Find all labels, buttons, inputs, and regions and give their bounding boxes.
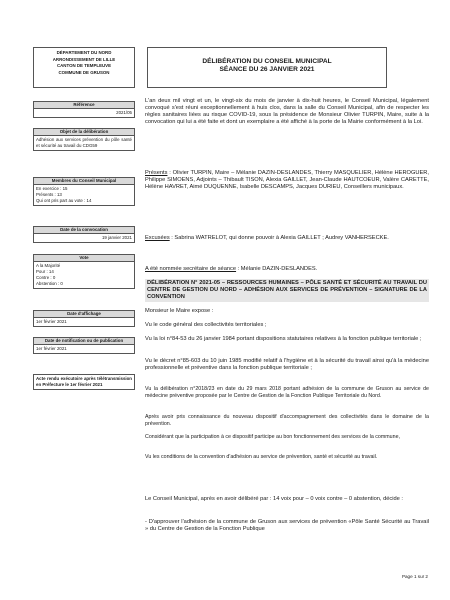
membres-title: Membres du Conseil Municipal	[34, 178, 134, 185]
deliberation-title-text: DÉLIBÉRATION N° 2021-05 – RESSOURCES HUMAINES – PÔLE SANTÉ ET SÉCURITÉ AU TRAVAIL DU CENTRE DE GESTION DU NORD – ADHÉSION AUX SERVICES DE PRÉVENTION – SIGNATURE DE LA CONVENTION	[147, 280, 427, 301]
convocation-title: Date de la convocation	[34, 227, 134, 234]
administrative-header	[33, 47, 135, 88]
executoire-box	[33, 374, 135, 390]
commune-line: COMMUNE DE GRUSON	[58, 69, 110, 75]
presents-paragraph	[145, 170, 429, 191]
convocation-box	[33, 226, 135, 243]
conseil-decision	[145, 496, 429, 503]
vu-loi-text: Vu la loi n°84-53 du 26 janvier 1984 portant dispositions statutaires relatives à la fonction publique territoriale ;	[145, 336, 422, 342]
convocation-value: 19 janvier 2021	[101, 235, 132, 240]
intro-text: L'an deux mil vingt et un, le vingt-six du mois de janvier à dix-huit heures, le Conseil Municipal, légalement convoqué s'est réuni exceptionnellement à huis clos, dans la salle du Conseil Municipal, afin de respecter les règles sanitaires liées au risque COVID-19, sous la présidence de Monsieur Olivier TURPIN, Maire, suite à la convocation qui lui a été faite et dont un exemplaire a été affiché à la porte de la Mairie conformément à la Loi.	[145, 98, 429, 126]
approuver-paragraph	[145, 519, 429, 533]
vu-loi	[145, 336, 429, 343]
objet-box	[33, 128, 135, 151]
excuses-label: Excusées	[145, 235, 170, 241]
membres-box	[33, 177, 135, 206]
objet-value: Adhésion aux services prévention du pôle santé et sécurité au travail du CDG59	[36, 137, 132, 148]
considerant-paragraph	[145, 434, 429, 441]
vote-majorite: A la Majorité	[36, 263, 61, 268]
vote-title: Vote	[34, 255, 134, 262]
vu-cgct	[145, 322, 429, 329]
reference-box	[33, 101, 135, 118]
apres-paragraph	[145, 414, 429, 428]
en-exercice: En exercice : 15	[36, 186, 68, 191]
expose-text: Monsieur le Maire expose :	[145, 308, 214, 314]
vote-contre: Contre : 0	[36, 275, 56, 280]
expose-paragraph	[145, 308, 429, 315]
vu-deliberation-text: Vu la délibération n°2018/23 en date du 29 mars 2018 portant adhésion de la commune de Gruson au service de médecine préventive proposée par le Centre de Gestion de la Fonction Publique Territoriale du Nord.	[145, 386, 429, 399]
presents-label: Présents	[145, 170, 168, 176]
notification-box	[33, 337, 135, 354]
notification-value: 1er février 2021	[36, 346, 67, 351]
presents-count: Présents : 13	[36, 192, 62, 197]
arrondissement-line: ARRONDISSEMENT DE LILLE	[52, 56, 116, 62]
page-number: Page 1 sur 2	[401, 574, 428, 579]
vu-decret-text: Vu le décret n°85-603 du 10 juin 1985 modifié relatif à l'hygiène et à la sécurité du travail ainsi qu'à la médecine professionnelle et préventive dans la fonction publique territoriale ;	[145, 358, 429, 372]
title-line-1: DÉLIBÉRATION DU CONSEIL MUNICIPAL	[202, 58, 332, 65]
vu-decret	[145, 358, 429, 372]
affichage-value: 1er février 2021	[36, 319, 67, 324]
secretaire-text: : Mélanie DAZIN-DESLANDES.	[236, 266, 318, 272]
title-line-2: SÉANCE DU 26 JANVIER 2021	[219, 66, 315, 73]
notification-title: Date de notification ou de publication	[34, 338, 134, 345]
considerant-text: Considérant que la participation à ce dispositif participe au bon fonctionnement des services de la commune,	[145, 434, 400, 440]
votants-count: Qui ont pris part au vote : 14	[36, 198, 92, 203]
vote-abstention: Abstention : 0	[36, 281, 63, 286]
objet-title: Objet de la délibération	[34, 129, 134, 136]
vu-cgct-text: Vu le code général des collectivités territoriales ;	[145, 322, 267, 328]
conseil-decision-text: Le Conseil Municipal, après en avoir délibéré par : 14 voix pour – 0 voix contre – 0 abstention, décide :	[145, 496, 403, 502]
department-line: DÉPARTEMENT DU NORD	[56, 50, 112, 55]
presents-text: : Olivier TURPIN, Maire – Mélanie DAZIN-DESLANDES, Thierry MASQUELIER, Hélène HEROGUER, Philippe SIMOENS, Adjoints – Thibault TISON, Alexia GAILLET, Jean-Claude HAUTCOEUR, Valère CARETTE, Hélène HAVRET, Aimé DUQUENNE, Isabelle DESCAMPS, Jacques DURIEU, Conseillers municipaux.	[145, 170, 429, 191]
deliberation-title	[145, 279, 429, 302]
vu-deliberation	[145, 386, 429, 400]
excuses-paragraph	[145, 235, 429, 242]
secretaire-paragraph	[145, 266, 429, 273]
document-title	[147, 47, 387, 88]
reference-value: 2021/05	[116, 110, 132, 115]
secretaire-label: A été nommée secrétaire de séance	[145, 266, 237, 272]
canton-line: CANTON DE TEMPLEUVE	[56, 63, 112, 69]
vu-conditions	[145, 454, 429, 461]
vote-pour: Pour : 14	[36, 269, 54, 274]
approuver-text: - D'approuver l'adhésion de la commune de Gruson aux services de prévention «Pôle Santé Sécurité au Travail » du Centre de Gestion de la Fonction Publique	[145, 519, 429, 533]
affichage-box	[33, 310, 135, 327]
reference-title: Référence	[34, 102, 134, 109]
intro-paragraph	[145, 98, 429, 126]
executoire-value: Acte rendu exécutoire après télétransmission en Préfecture le 1er février 2021	[36, 376, 132, 387]
apres-text: Après avoir pris connaissance du nouveau dispositif d'accompagnement des collectivités dans le domaine de la prévention.	[145, 414, 429, 427]
affichage-title: Date d'affichage	[34, 311, 134, 318]
vu-conditions-text: Vu les conditions de la convention d'adhésion au service de prévention, santé et sécurité au travail.	[145, 454, 378, 460]
vote-box	[33, 254, 135, 289]
excuses-text: : Sabrina WATRELOT, qui donne pouvoir à Alexia GAILLET ; Audrey VANHERSECKE.	[169, 235, 389, 241]
